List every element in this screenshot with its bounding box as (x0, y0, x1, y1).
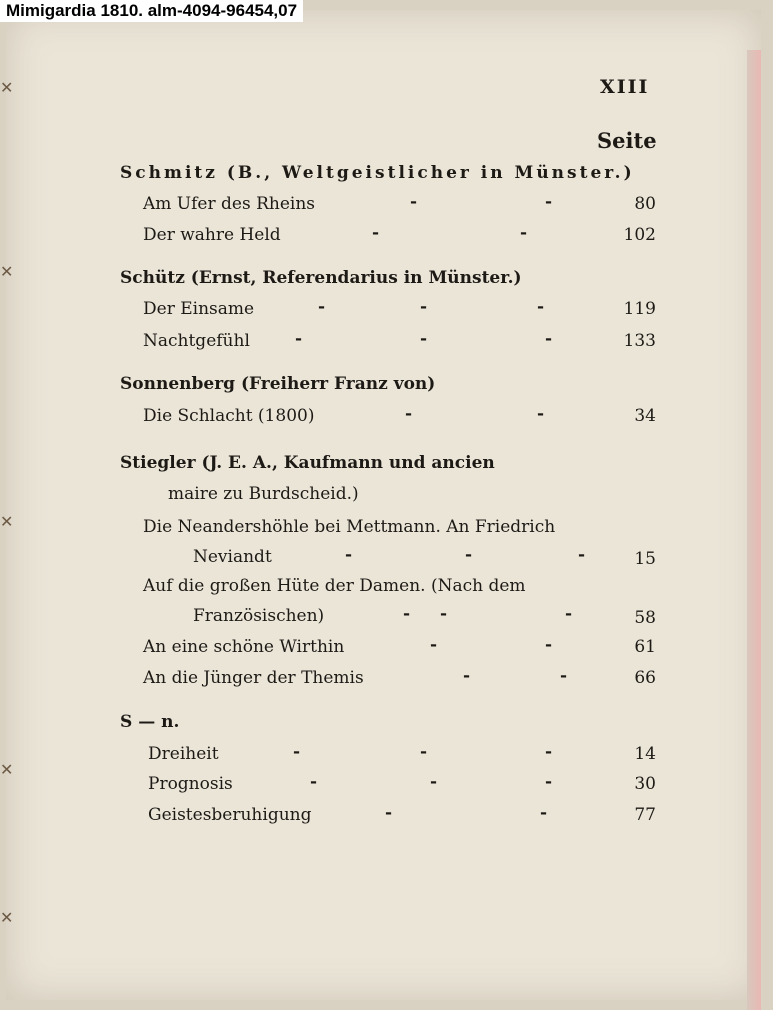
author-heading: S — n. (120, 712, 180, 732)
leader-dash: - (537, 404, 545, 424)
page-column-header: Seite (597, 128, 657, 153)
toc-entry-page: 14 (634, 744, 656, 764)
leader-dash: - (463, 666, 471, 686)
leader-dash: - (578, 545, 586, 565)
toc-entry-page: 66 (634, 668, 656, 688)
leader-dash: - (310, 772, 318, 792)
leader-dash: - (405, 404, 413, 424)
toc-entry-page: 77 (634, 805, 656, 825)
leader-dash: - (385, 803, 393, 823)
binding-thread-mark: ✕ (0, 78, 14, 97)
toc-entry-page: 34 (634, 406, 656, 426)
toc-entry-page: 30 (634, 774, 656, 794)
leader-dash: - (372, 223, 380, 243)
author-heading-continuation: maire zu Burdscheid.) (168, 484, 359, 504)
leader-dash: - (420, 297, 428, 317)
leader-dash: - (537, 297, 545, 317)
leader-dash: - (440, 604, 448, 624)
toc-entry-title: Der Einsame (143, 299, 255, 319)
leader-dash: - (430, 772, 438, 792)
toc-entry-page: 80 (634, 194, 656, 214)
toc-entry-title: Prognosis (148, 774, 233, 794)
leader-dash: - (545, 329, 553, 349)
toc-entry-page: 133 (623, 331, 656, 351)
toc-entry-title: Nachtgefühl (143, 331, 250, 351)
page-number-roman: XIII (600, 76, 650, 98)
toc-entry-page: 102 (623, 225, 656, 245)
toc-entry-page: 61 (634, 637, 656, 657)
binding-thread-mark: ✕ (0, 760, 14, 779)
leader-dash: - (540, 803, 548, 823)
leader-dash: - (545, 192, 553, 212)
author-heading: Schmitz (B., Weltgeistlicher in Münster.) (120, 163, 635, 183)
toc-entry-page: 58 (634, 608, 656, 628)
leader-dash: - (520, 223, 528, 243)
image-caption-label: Mimigardia 1810. alm-4094-96454,07 (0, 0, 303, 22)
leader-dash: - (545, 742, 553, 762)
toc-entry-title: Dreiheit (148, 744, 219, 764)
leader-dash: - (565, 604, 573, 624)
toc-entry-page: 15 (634, 549, 656, 569)
toc-entry-title: Die Neandershöhle bei Mettmann. An Friedrich (143, 517, 556, 537)
leader-dash: - (410, 192, 418, 212)
author-heading: Schütz (Ernst, Referendarius in Münster.) (120, 268, 522, 288)
author-heading: Sonnenberg (Freiherr Franz von) (120, 374, 436, 394)
leader-dash: - (345, 545, 353, 565)
toc-entry-title: Am Ufer des Rheins (143, 194, 316, 214)
leader-dash: - (420, 742, 428, 762)
leader-dash: - (295, 329, 303, 349)
binding-thread-mark: ✕ (0, 908, 14, 927)
leader-dash: - (430, 635, 438, 655)
leader-dash: - (318, 297, 326, 317)
toc-entry-title: Auf die großen Hüte der Damen. (Nach dem (143, 576, 526, 596)
toc-entry-title: Die Schlacht (1800) (143, 406, 315, 426)
leader-dash: - (403, 604, 411, 624)
book-page (6, 10, 761, 1000)
toc-entry-title: Der wahre Held (143, 225, 281, 245)
leader-dash: - (560, 666, 568, 686)
leader-dash: - (420, 329, 428, 349)
leader-dash: - (545, 635, 553, 655)
toc-entry-page: 119 (623, 299, 656, 319)
leader-dash: - (545, 772, 553, 792)
toc-entry-title: Geistesberuhigung (148, 805, 312, 825)
binding-thread-mark: ✕ (0, 512, 14, 531)
toc-entry-title-continuation: Neviandt (193, 547, 272, 567)
toc-entry-title: An die Jünger der Themis (143, 668, 364, 688)
leader-dash: - (293, 742, 301, 762)
author-heading: Stiegler (J. E. A., Kaufmann und ancien (120, 453, 495, 473)
toc-entry-title-continuation: Französischen) (193, 606, 325, 626)
toc-entry-title: An eine schöne Wirthin (143, 637, 345, 657)
page-edge (747, 50, 761, 1010)
leader-dash: - (465, 545, 473, 565)
binding-thread-mark: ✕ (0, 262, 14, 281)
